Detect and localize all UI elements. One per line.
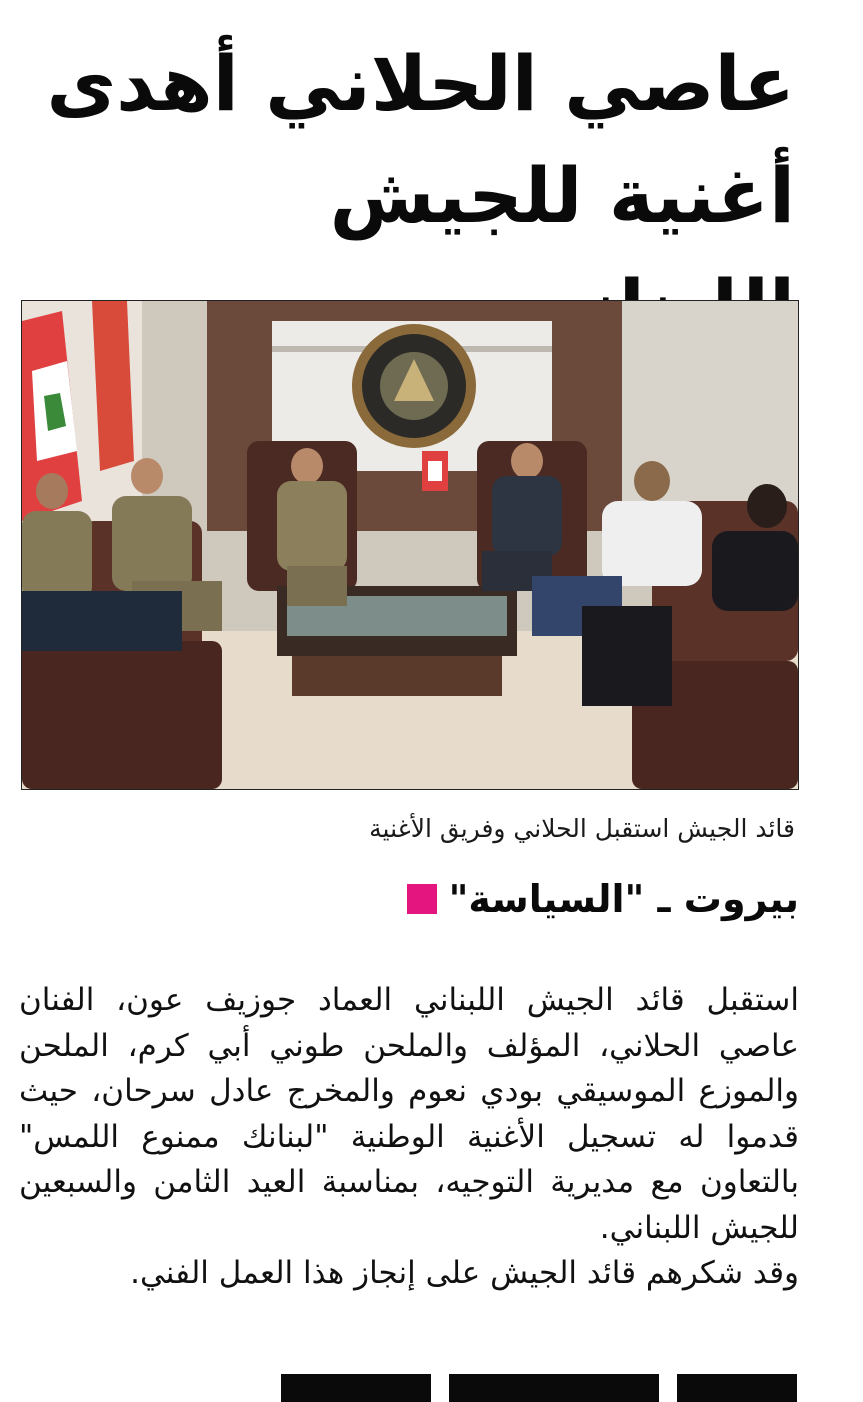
photo-caption: قائد الجيش استقبل الحلاني وفريق الأغنية xyxy=(369,814,795,843)
dateline-text: بيروت ـ "السياسة" xyxy=(448,877,799,921)
article-headline: عاصي الحلاني أهدى أغنية للجيش xyxy=(46,39,795,240)
article-photo xyxy=(21,300,799,790)
article-paragraph: استقبل قائد الجيش اللبناني العماد جوزيف عون، الفنان عاصي الحلاني، المؤلف والملحن طوني أبي كرم، الملحن والموزع الموسيقي بودي نعوم والمخرج عادل سرحان، حيث قدموا له تسجيل الأغنية الوطنية "لبنانك ممنوع اللمس" بالتعاون مع مديرية التوجيه، بمناسبة العيد الثامن والسبعين للجيش اللبناني. xyxy=(19,982,799,1246)
article-body xyxy=(19,978,799,1297)
dateline-bullet-icon xyxy=(407,884,437,914)
dateline xyxy=(407,874,799,924)
next-article-headline-fragment xyxy=(237,1374,797,1402)
article-paragraph: وقد شكرهم قائد الجيش على إنجاز هذا العمل الفني. xyxy=(130,1255,799,1291)
